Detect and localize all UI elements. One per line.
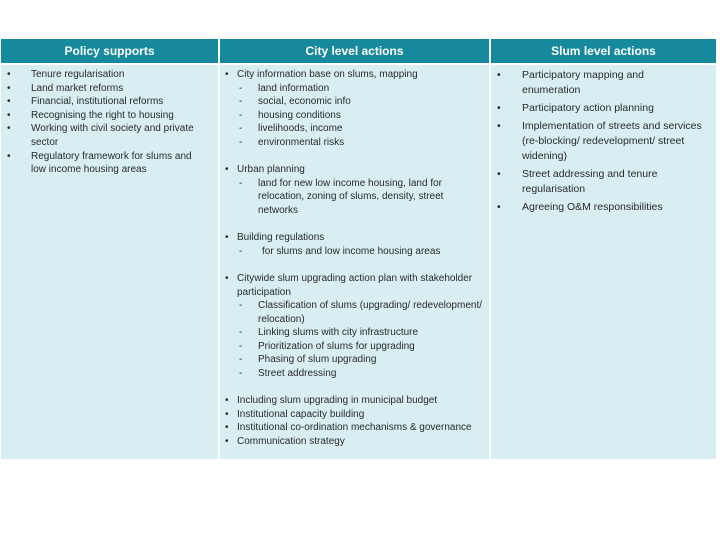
- bullet-icon: •: [225, 272, 229, 284]
- dash-icon: -: [239, 327, 243, 339]
- sub-list: [237, 245, 485, 259]
- bullet-icon: •: [497, 120, 501, 132]
- sub-item: - social, economic info: [239, 96, 351, 108]
- list-item: • Tenure regularisation: [7, 69, 125, 80]
- bullet-icon: •: [225, 395, 229, 407]
- dash-icon: -: [239, 96, 243, 108]
- list-item: • Street addressing and tenure regularisation: [497, 168, 658, 195]
- bullet-icon: •: [497, 168, 501, 180]
- dash-icon: -: [239, 136, 243, 148]
- bullet-icon: •: [225, 232, 229, 244]
- list-item: • Financial, institutional reforms: [7, 96, 164, 108]
- sub-item: - environmental risks: [239, 136, 345, 148]
- list-item: • Building regulations - for slums and low income housing areas: [220, 231, 485, 258]
- dash-icon: -: [239, 109, 243, 121]
- bullet-icon: •: [225, 69, 229, 80]
- list-item: • Implementation of streets and services (re-blocking/ redevelopment/ street widening): [497, 120, 702, 162]
- sub-list: [237, 82, 485, 150]
- list-item: • Regulatory framework for slums and low income housing areas: [7, 150, 192, 176]
- bullet-icon: •: [497, 201, 501, 213]
- dash-icon: -: [239, 300, 243, 312]
- city-level-actions-list: [220, 65, 489, 449]
- sub-item: - Street addressing: [239, 368, 337, 380]
- bullet-icon: •: [7, 82, 11, 94]
- dash-icon: -: [239, 340, 243, 352]
- list-item: • Institutional capacity building: [225, 408, 365, 420]
- list-item: • Land market reforms: [7, 82, 124, 94]
- list-item: • Urban planning - land for new low income housing, land for relocation, zoning of slums, density, street networks: [220, 163, 485, 217]
- list-item: • Participatory action planning: [497, 102, 654, 114]
- dash-icon: -: [239, 123, 243, 135]
- list-item: • Citywide slum upgrading action plan with stakeholder participation - Classification of slums (upgrading/ redevelopment/ relocation) - Linking slums with city infrastructure - Prioritization of slums for upgrading - Phasing of slum upgrading - Street addressing: [220, 272, 485, 381]
- dash-icon: -: [239, 368, 243, 380]
- slum-level-actions-list: [491, 65, 716, 215]
- list-item: • Agreeing O&M responsibilities: [497, 201, 663, 213]
- bullet-icon: •: [7, 96, 11, 108]
- list-item: • Including slum upgrading in municipal budget: [225, 395, 438, 407]
- sub-item: - land information: [239, 82, 330, 94]
- dash-icon: -: [239, 354, 243, 366]
- header-policy-supports: Policy supports: [1, 39, 218, 63]
- bullet-icon: •: [225, 422, 229, 434]
- header-slum-level-actions: Slum level actions: [491, 39, 716, 63]
- sub-list: [237, 299, 485, 381]
- bullet-icon: •: [7, 150, 11, 162]
- list-item: • Working with civil society and private sector: [7, 123, 194, 148]
- dash-icon: -: [239, 177, 243, 189]
- bullet-icon: •: [7, 123, 11, 135]
- sub-list: [237, 177, 485, 218]
- sub-item: - Linking slums with city infrastructure: [239, 327, 419, 339]
- actions-table: [1, 39, 712, 457]
- bullet-icon: •: [225, 164, 229, 176]
- header-city-level-actions: City level actions: [220, 39, 489, 63]
- list-item: • Institutional co-ordination mechanisms & governance: [225, 422, 472, 434]
- sub-item: - housing conditions: [239, 109, 341, 121]
- bullet-icon: •: [497, 69, 501, 81]
- sub-item: - for slums and low income housing areas: [239, 245, 441, 257]
- policy-supports-cell: [1, 65, 218, 459]
- bullet-icon: •: [7, 109, 11, 121]
- list-item: • Recognising the right to housing: [7, 109, 174, 121]
- sub-item: - Classification of slums (upgrading/ redevelopment/ relocation): [239, 300, 482, 325]
- bullet-icon: •: [225, 436, 229, 448]
- list-item: • Communication strategy: [225, 436, 345, 448]
- dash-icon: -: [239, 82, 243, 94]
- bullet-icon: •: [497, 102, 501, 114]
- list-item: • City information base on slums, mapping - land information - social, economic info - housing conditions - livelihoods, income - environmental risks: [220, 68, 485, 150]
- sub-item: - Prioritization of slums for upgrading: [239, 340, 415, 352]
- city-level-actions-cell: [220, 65, 489, 459]
- sub-item: - Phasing of slum upgrading: [239, 354, 377, 366]
- list-item: • Participatory mapping and enumeration: [497, 69, 644, 96]
- sub-item: - land for new low income housing, land for relocation, zoning of slums, density, street networks: [239, 177, 444, 216]
- dash-icon: -: [239, 245, 243, 257]
- bullet-icon: •: [7, 69, 11, 80]
- bullet-icon: •: [225, 408, 229, 420]
- sub-item: - livelihoods, income: [239, 123, 343, 135]
- policy-supports-list: [1, 65, 218, 177]
- slum-level-actions-cell: [491, 65, 716, 459]
